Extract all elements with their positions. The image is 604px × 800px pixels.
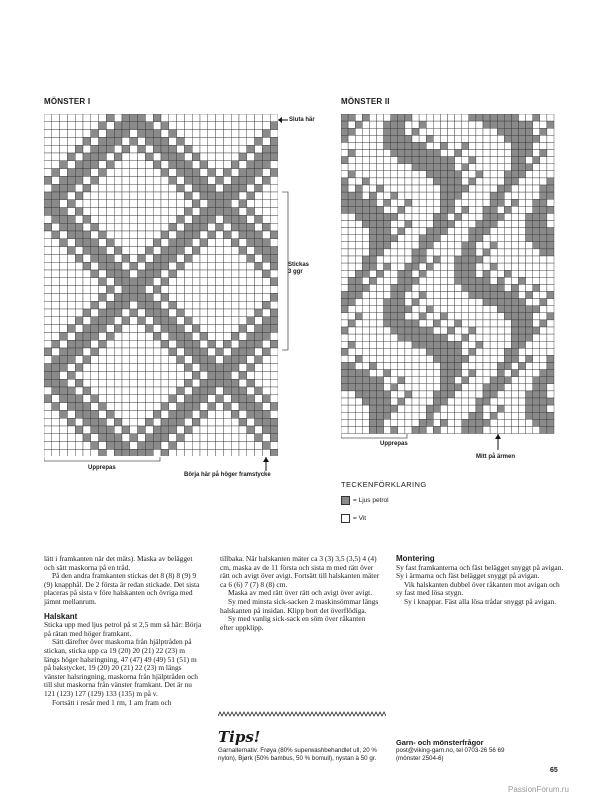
pattern2-bottom-annotations bbox=[341, 432, 561, 462]
zigzag-divider bbox=[218, 710, 386, 718]
paragraph: På den andra framkanten stickas det 8 (8) 8 (9) 9 (9) knapphål. De 2 första är redan stickade. Det sista placeras på sista v före halskanten och övriga med jämnt mellanrum. bbox=[44, 571, 200, 606]
paragraph: Sy fast framkanterna och fäst belägget snyggt på avigan. Sy i ärmarna och fäst belägget snyggt på avigan. bbox=[396, 562, 564, 581]
end-here-label: Sluta här bbox=[289, 117, 315, 123]
pattern2-chart bbox=[341, 114, 555, 434]
arrow-left-icon bbox=[278, 117, 282, 123]
watermark: PassionForum.ru bbox=[508, 785, 569, 794]
legend-swatch-white bbox=[341, 514, 350, 523]
legend-item-white bbox=[341, 512, 389, 524]
paragraph: Fortsätt i resår med 1 rm, 1 am fram och bbox=[52, 697, 172, 707]
arrow-up-icon bbox=[495, 434, 501, 439]
paragraph: Sy i knappar. Fäst alla lösa trådar snyggt på avigan. bbox=[404, 596, 557, 606]
paragraph: Sy med minsta sick-sacken 2 maskinsömmar längs halskanten på insidan. Klipp bort det överflödiga. bbox=[220, 596, 379, 615]
pattern1-chart bbox=[44, 114, 278, 456]
paragraph: Maska av med rätt över rätt och avigt över avigt. bbox=[228, 588, 373, 598]
knit-3-times-label: Stickas 3 ggr bbox=[288, 262, 310, 275]
pattern2-repeat-label: Upprepas bbox=[380, 441, 408, 447]
pattern1-title: MÖNSTER I bbox=[44, 97, 91, 106]
tips-text: Garnalternativ: Frøya (80% superwashbehandlet ull, 20 % nylon), Bjørk (50% bambus, 50 % bomull), nystan à 50 gr. bbox=[218, 747, 377, 762]
sleeve-middle-label: Mitt på ärmen bbox=[476, 454, 516, 460]
arrow-up-icon bbox=[263, 457, 269, 462]
contact-line: post@viking-garn.no, tel 0703-26 56 69 bbox=[396, 747, 505, 754]
legend-swatch-petrol bbox=[341, 496, 350, 505]
pattern1-bottom-annotations bbox=[44, 455, 284, 485]
legend-label-petrol: = Ljus petrol bbox=[353, 496, 389, 504]
legend-label-white: = Vit bbox=[353, 514, 367, 522]
paragraph: Vik halskanten dubbel över råkanten mot avigan och sy fast med lösa stygn. bbox=[396, 579, 560, 598]
tips-title: Tips! bbox=[218, 728, 261, 746]
legend-item-petrol bbox=[341, 494, 389, 506]
legend bbox=[341, 494, 389, 524]
contact-title: Garn- och mönsterfrågor bbox=[396, 738, 484, 747]
contact-block bbox=[396, 738, 571, 763]
paragraph: Sticka upp med ljus petrol på st 2,5 mm så här: Börja på rätan med höger framkant. bbox=[44, 620, 202, 638]
paragraph: lätt i framkanten när det mäts). Maska av belägget och sätt maskorna på en tråd. bbox=[44, 554, 193, 572]
text-column-1 bbox=[44, 555, 202, 707]
contact-line: (mönster 2504-6) bbox=[396, 755, 444, 762]
page-number: 65 bbox=[550, 767, 558, 774]
section-heading: Halskant bbox=[44, 611, 78, 621]
start-here-label: Börja här på höger framstycke bbox=[184, 472, 271, 478]
text-column-3 bbox=[396, 555, 566, 607]
pattern1-annotations bbox=[270, 112, 330, 472]
section-heading: Montering bbox=[396, 554, 435, 563]
pattern1-repeat-label: Upprepas bbox=[88, 465, 116, 471]
paragraph: Sy med vanlig sick-sack en söm över råkanten efter uppklipp. bbox=[220, 614, 366, 632]
legend-title: TECKENFÖRKLARING bbox=[341, 480, 427, 489]
paragraph: tillbaka. När halskanten mäter ca 3 (3) 3,5 (3,5) 4 (4) cm, maska av de 11 första och sista m med rätt över rätt och avigt över avigt. Fortsätt till halskanten mäter ca 6 (6) 7 (7) 8 (8) cm. bbox=[220, 554, 380, 589]
text-column-2 bbox=[220, 555, 380, 632]
pattern2-title: MÖNSTER II bbox=[341, 97, 390, 106]
paragraph: Sätt därefter över maskorna från hjälptråden på stickan, sticka upp ca 19 (20) 20 (21) 22 (23) m längs höger halsringning, 47 (47) 49 (49) 51 (51) m på bakstycket, 19 (20) 20 (21) 22 (23) m längs vänster halsringning, maskorna från hjälptråden och till slut maskorna från vänster framkant. Det är nu 121 (123) 127 (129) 133 (135) m på v. bbox=[44, 637, 198, 698]
